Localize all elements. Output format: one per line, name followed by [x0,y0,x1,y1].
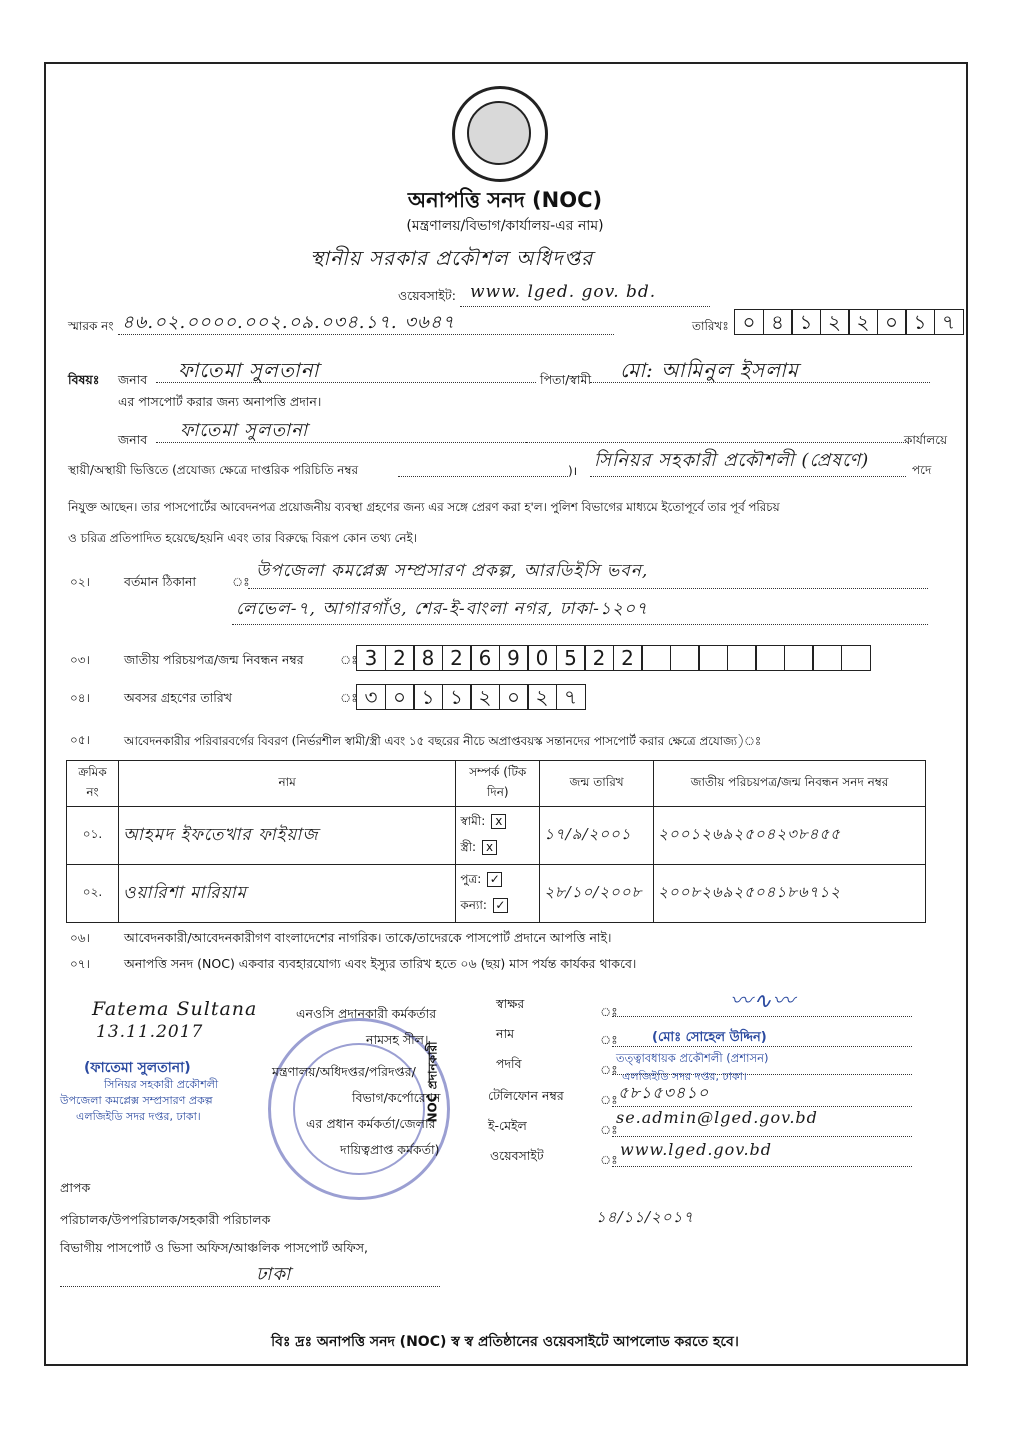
issuer-desc-3: মন্ত্রণালয়/অধিদপ্তর/পরিদপ্তর/ [272,1064,416,1079]
date-digit-box: ০ [877,309,907,335]
nid-digit-box [812,645,842,671]
retire-digit-box: ০ [385,684,415,710]
date-label: তারিখঃ [692,319,729,333]
item-04-number: ০৪। [70,691,90,705]
issuer-email-label: ই-মেইল [488,1118,527,1133]
row-2-rel1: পুত্র: [460,871,482,886]
noc-document: অনাপত্তি সনদ (NOC) (মন্ত্রণালয়/বিভাগ/কার্যালয়-এর নাম) স্থানীয় সরকার প্রকৌশল অধিদপ্তর ওয়েবসাইট: www. lged. gov. bd. স্মারক নং ৪৬.০২.০০০০.০০২.০৯.০৩৪.১৭. ৩৬৪৭ তারিখঃ ০ ৪ ১ ২ ২ ০ ১ ৭ বিষয়ঃ জনাব ফাতেমা সুলতানা পিতা/স্বামী মো: আমিনুল ইসলাম এর পাসপোর্ট করার জন্য অনাপত্তি প্রদান। জনাব ফাতেমা সুলতানা কার্যালয়ে স্থায়ী/অস্থায়ী ভিত্তিতে (প্রযোজ্য ক্ষেত্রে দাপ্তরিক পরিচিতি নম্বর )। সিনিয়র সহকারী প্রকৌশলী (প্রেষণে) পদে নিযুক্ত আছেন। তার পাসপোর্টের আবেদনপত্র প্রয়োজনীয় ব্যবস্থা গ্রহণের জন্য এর সঙ্গে প্রেরণ করা হ'ল। পুলিশ বিভাগের মাধ্যমে ইতোপূর্বে তার পূর্ব পরিচয় ও চরিত্র প্রতিপাদিত হয়েছে/হয়নি এবং তার বিরুদ্ধে বিরূপ কোন তথ্য নেই। ০২। বর্তমান ঠিকানা ঃ উপজেলা কমপ্লেক্স সম্প্রসারণ প্রকল্প, আরডিইসি ভবন, লেভেল-৭, আগারগাঁও, শের-ই-বাংলা নগর, ঢাকা-১২০৭ ০৩। জাতীয় পরিচয়পত্র/জন্ম নিবন্ধন নম্বর ঃ 3 2 8 2 6 9 0 5 2 2 ০৪। অবসর গ্রহণের তারিখ ঃ ৩ ০ ১ ১ ২ ০ ২ ৭ ০৫। আবেদনকারীর পরিবারবর্গের বিবরণ (নির্ভরশীল স্বামী/স্ত্রী এবং ১৫ বছরের নীচে অপ্রাপ্তবয়স্ক সন্তানদের পাসপোর্ট করার ক্ষেত্রে প্রযোজ্য)ঃ ক্রমিক নং নাম সম্পর্ক (টিক দিন) জন্ম তারিখ জাতীয় পরিচয়পত্র/জন্ম নিবন্ধন সনদ নম্বর ০১. আহমদ ইফতেখার ফাইয়াজ স্বামী: x স্ত্রী: x ১৭/৯/২০০১ ২০০১২৬৯২৫০৪২৩৮৪৫৫ ০২. ওয়ারিশা মারিয়াম পুত্র: ✓ কন্যা: ✓ ২৮/১০/২০০৮ ২০০৮২৬৯২৫০৪১৮৬৭১২ ০৬। আবেদনকারী/আবেদনকারীগণ বাংলাদেশের নাগরিক। তাকে/তাদেরকে পাসপোর্ট প্রদানে আপত্তি নাই। ০৭। অনাপত্তি সনদ (NOC) একবার ব্যবহারযোগ্য এবং ইস্যুর তারিখ হতে ০৬ (ছয়) মাস পর্যন্ত কার্যকর থাকবে। Fatema Sultana 13.11.2017 (ফাতেমা সুলতানা) সিনিয়র সহকারী প্রকৌশলী উপজেলা কমপ্লেক্স সম্প্রসারণ প্রকল্প এলজিইডি সদর দপ্তর, ঢাকা। এনওসি প্রদানকারী কর্মকর্তার নামসহ সীল। মন্ত্রণালয়/অধিদপ্তর/পরিদপ্তর/ বিভাগ/কর্পোরেশন এর প্রধান কর্মকর্তা/জেলার দায়িত্বপ্রাপ্ত কর্মকর্তা) NOC প্রদানকারী স্বাক্ষর ঃ 〰∿〰 নাম ঃ (মোঃ সোহেল উদ্দিন) পদবি ঃ তত্ত্বাবধায়ক প্রকৌশলী (প্রশাসন) এলজিইডি সদর দপ্তর, ঢাকা। টেলিফোন নম্বর ঃ ৫৮১৫৩৪১০ ই-মেইল ঃ se.admin@lged.gov.bd ওয়েবসাইট ঃ www.lged.gov.bd ১৪/১১/২০১৭ প্রাপক পরিচালক/উপপরিচালক/সহকারী পরিচালক বিভাগীয় পাসপোর্ট ও ভিসা অফিস/আঞ্চলিক পাসপোর্ট অফিস, ঢাকা বিঃ দ্রঃ অনাপত্তি সনদ (NOC) স্ব স্ব প্রতিষ্ঠানের ওয়েবসাইটে আপলোড করতে হবে। [0,0,1010,1450]
nid-digit-box: 2 [442,645,472,671]
nid-digit-box [698,645,728,671]
item-05-number: ০৫। [70,733,90,747]
issuer-designation-label: পদবি [496,1056,522,1071]
date-digit-box: ২ [820,309,850,335]
father-husband-value: মো: আমিনুল ইসলাম [620,358,799,382]
row-2-mark2: ✓ [493,898,508,913]
row-2-dob: ২৮/১০/২০০৮ [540,865,654,923]
date-digit-box: ২ [848,309,878,335]
issuer-desc-4: বিভাগ/কর্পোরেশন [352,1090,441,1105]
nid-digit-box: 5 [556,645,586,671]
address-line-1: উপজেলা কমপ্লেক্স সম্প্রসারণ প্রকল্প, আরডিইসি ভবন, [256,561,649,581]
row-2-id: ২০০৮২৬৯২৫০৪১৮৬৭১২ [654,865,926,923]
row-2-name: ওয়ারিশা মারিয়াম [118,865,455,923]
body-mr-label: জনাব [118,432,148,447]
family-label: আবেদনকারীর পরিবারবর্গের বিবরণ (নির্ভরশীল স্বামী/স্ত্রী এবং ১৫ বছরের নীচে অপ্রাপ্তবয়স্ক সন্তানদের পাসপোর্ট করার ক্ষেত্রে প্রযোজ্য)ঃ [124,734,762,748]
row-2-relation [456,865,540,923]
applicant-stamp-title: সিনিয়র সহকারী প্রকৌশলী [104,1078,219,1091]
table-header-relation: সম্পর্ক (টিক দিন) [456,761,540,807]
recipient-line-1: পরিচালক/উপপরিচালক/সহকারী পরিচালক [60,1212,271,1227]
date-digit-box: ১ [791,309,821,335]
item-06-number: ০৬। [70,931,90,945]
row-2-rel2: কন্যা: [460,897,487,912]
applicant-stamp-office: এলজিইডি সদর দপ্তর, ঢাকা। [76,1110,201,1123]
row-1-dob: ১৭/৯/২০০১ [540,807,654,865]
row-1-rel2: স্ত্রী: [460,839,477,854]
applicant-stamp-name: (ফাতেমা সুলতানা) [84,1060,191,1076]
subject-label: বিষয়ঃ [68,372,100,387]
issuer-office-value: এলজিইডি সদর দপ্তর, ঢাকা। [622,1070,747,1083]
recipient-city: ঢাকা [256,1264,292,1285]
document-title: অনাপত্তি সনদ (NOC) [407,188,603,212]
row-1-id: ২০০১২৬৯২৫০৪২৩৮৪৫৫ [654,807,926,865]
table-header-id: জাতীয় পরিচয়পত্র/জন্ম নিবন্ধন সনদ নম্বর [654,761,926,807]
nid-digit-box: 2 [613,645,643,671]
retire-digit-box: ১ [442,684,472,710]
memo-value: ৪৬.০২.০০০০.০০২.০৯.০৩৪.১৭. ৩৬৪৭ [122,312,456,333]
table-header-serial: ক্রমিক নং [67,761,119,807]
nid-digit-box [755,645,785,671]
nid-digit-box: 3 [356,645,386,671]
subject-mr-label: জনাব [118,372,148,387]
father-husband-label: পিতা/স্বামী [540,372,592,387]
retire-digit-box: ৭ [556,684,586,710]
retire-boxes [356,684,584,710]
website-label: ওয়েবসাইট: [398,288,456,303]
date-digit-box: ৭ [934,309,964,335]
issuer-phone-label: টেলিফোন নম্বর [488,1088,564,1103]
retire-digit-box: ৩ [356,684,386,710]
recipient-line-2: বিভাগীয় পাসপোর্ট ও ভিসা অফিস/আঞ্চলিক পাসপোর্ট অফিস, [60,1240,368,1255]
row-2-mark1: ✓ [487,872,502,887]
row-1-name: আহমদ ইফতেখার ফাইয়াজ [118,807,455,865]
row-1-mark2: x [482,840,497,855]
nid-digit-box: 9 [499,645,529,671]
row-1-serial: ০১. [67,807,119,865]
recipient-label: প্রাপক [60,1180,91,1195]
nid-boxes [356,645,869,671]
date-digit-box: ৪ [763,309,793,335]
nid-digit-box [670,645,700,671]
retire-digit-box: ১ [413,684,443,710]
office-label: কার্যালয়ে [904,433,948,447]
nid-digit-box: 2 [385,645,415,671]
date-digit-box: ১ [905,309,935,335]
address-line-2: লেভেল-৭, আগারগাঁও, শের-ই-বাংলা নগর, ঢাকা-১২০৭ [236,599,649,619]
row-2-serial: ০২. [67,865,119,923]
row-1-rel1: স্বামী: [460,813,486,828]
issuer-name-value: (মোঃ সোহেল উদ্দিন) [652,1030,767,1045]
issuer-designation-value: তত্ত্বাবধায়ক প্রকৌশলী (প্রশাসন) [616,1051,769,1065]
document-subtitle: (মন্ত্রণালয়/বিভাগ/কার্যালয়-এর নাম) [406,218,604,234]
family-table [66,760,926,923]
applicant-name: ফাতেমা সুলতানা [178,358,320,382]
body-paragraph-2: ও চরিত্র প্রতিপাদিত হয়েছে/হয়নি এবং তার বিরুদ্ধে বিরূপ কোন তথ্য নেই। [68,531,418,545]
noc-vertical-text: NOC প্রদানকারী [425,1041,440,1123]
body-paragraph-1: নিযুক্ত আছেন। তার পাসপোর্টের আবেদনপত্র প্রয়োজনীয় ব্যবস্থা গ্রহণের জন্য এর সঙ্গে প্রেরণ করা হ'ল। পুলিশ বিভাগের মাধ্যমে ইতোপূর্বে তার পূর্ব পরিচয় [68,500,780,514]
address-label: বর্তমান ঠিকানা [124,574,197,589]
nid-digit-box [841,645,871,671]
table-row [67,865,926,923]
retire-label: অবসর গ্রহণের তারিখ [124,690,232,705]
validity-text: অনাপত্তি সনদ (NOC) একবার ব্যবহারযোগ্য এবং ইস্যুর তারিখ হতে ০৬ (ছয়) মাস পর্যন্ত কার্যকর থাকবে। [124,956,637,971]
retire-digit-box: ০ [499,684,529,710]
table-row [67,807,926,865]
item-03-number: ০৩। [70,653,90,667]
memo-label: স্মারক নং [68,319,114,333]
post-label: পদে [912,463,932,477]
applicant-sign-date: 13.11.2017 [96,1022,204,1042]
nid-digit-box [784,645,814,671]
item-02-number: ০২। [70,575,90,589]
office-name: স্থানীয় সরকার প্রকৌশল অধিদপ্তর [310,246,594,270]
citizen-text: আবেদনকারী/আবেদনকারীগণ বাংলাদেশের নাগরিক। তাকে/তাদেরকে পাসপোর্ট প্রদানে আপত্তি নাই। [124,930,612,945]
nid-digit-box [641,645,671,671]
website-value: www. lged. gov. bd. [470,282,657,302]
issuer-phone-value: ৫৮১৫৩৪১০ [618,1083,710,1102]
nid-digit-box: 0 [527,645,557,671]
row-1-mark1: x [491,814,506,829]
issuer-initial-date: ১৪/১১/২০১৭ [596,1208,695,1226]
issuer-desc-6: দায়িত্বপ্রাপ্ত কর্মকর্তা) [340,1142,440,1157]
issuer-name-label: নাম [496,1026,515,1041]
applicant-signature: Fatema Sultana [92,998,258,1020]
table-header-dob: জন্ম তারিখ [540,761,654,807]
row-1-relation [456,807,540,865]
issuer-website-label: ওয়েবসাইট [490,1148,544,1163]
nid-digit-box: 6 [470,645,500,671]
nid-digit-box [727,645,757,671]
retire-digit-box: ২ [470,684,500,710]
issuer-desc-2: নামসহ সীল। [366,1032,429,1047]
table-header-name: নাম [118,761,455,807]
issuer-website-value: www.lged.gov.bd [620,1140,773,1159]
body-applicant-name: ফাতেমা সুলতানা [180,420,309,441]
issuer-desc-5: এর প্রধান কর্মকর্তা/জেলার [306,1116,436,1131]
permanent-text: স্থায়ী/অস্থায়ী ভিত্তিতে (প্রযোজ্য ক্ষেত্রে দাপ্তরিক পরিচিতি নম্বর [68,463,359,477]
issuer-email-value: se.admin@lged.gov.bd [616,1108,818,1127]
item-07-number: ০৭। [70,957,90,971]
issuer-desc-1: এনওসি প্রদানকারী কর্মকর্তার [296,1006,437,1021]
footer-note: বিঃ দ্রঃ অনাপত্তি সনদ (NOC) স্ব স্ব প্রতিষ্ঠানের ওয়েবসাইটে আপলোড করতে হবে। [271,1334,739,1350]
applicant-stamp-project: উপজেলা কমপ্লেক্স সম্প্রসারণ প্রকল্প [60,1094,213,1107]
nid-label: জাতীয় পরিচয়পত্র/জন্ম নিবন্ধন নম্বর [124,652,304,667]
government-seal [452,86,548,182]
subject-passport-line: এর পাসপোর্ট করার জন্য অনাপত্তি প্রদান। [118,394,322,409]
retire-digit-box: ২ [527,684,557,710]
date-digit-box: ০ [734,309,764,335]
nid-digit-box: 2 [584,645,614,671]
designation: সিনিয়র সহকারী প্রকৌশলী (প্রেষণে) [594,450,870,471]
date-boxes [734,309,962,335]
nid-digit-box: 8 [413,645,443,671]
issuer-sign-label: স্বাক্ষর [496,996,525,1011]
issuer-signature-mark: 〰∿〰 [730,989,796,1014]
